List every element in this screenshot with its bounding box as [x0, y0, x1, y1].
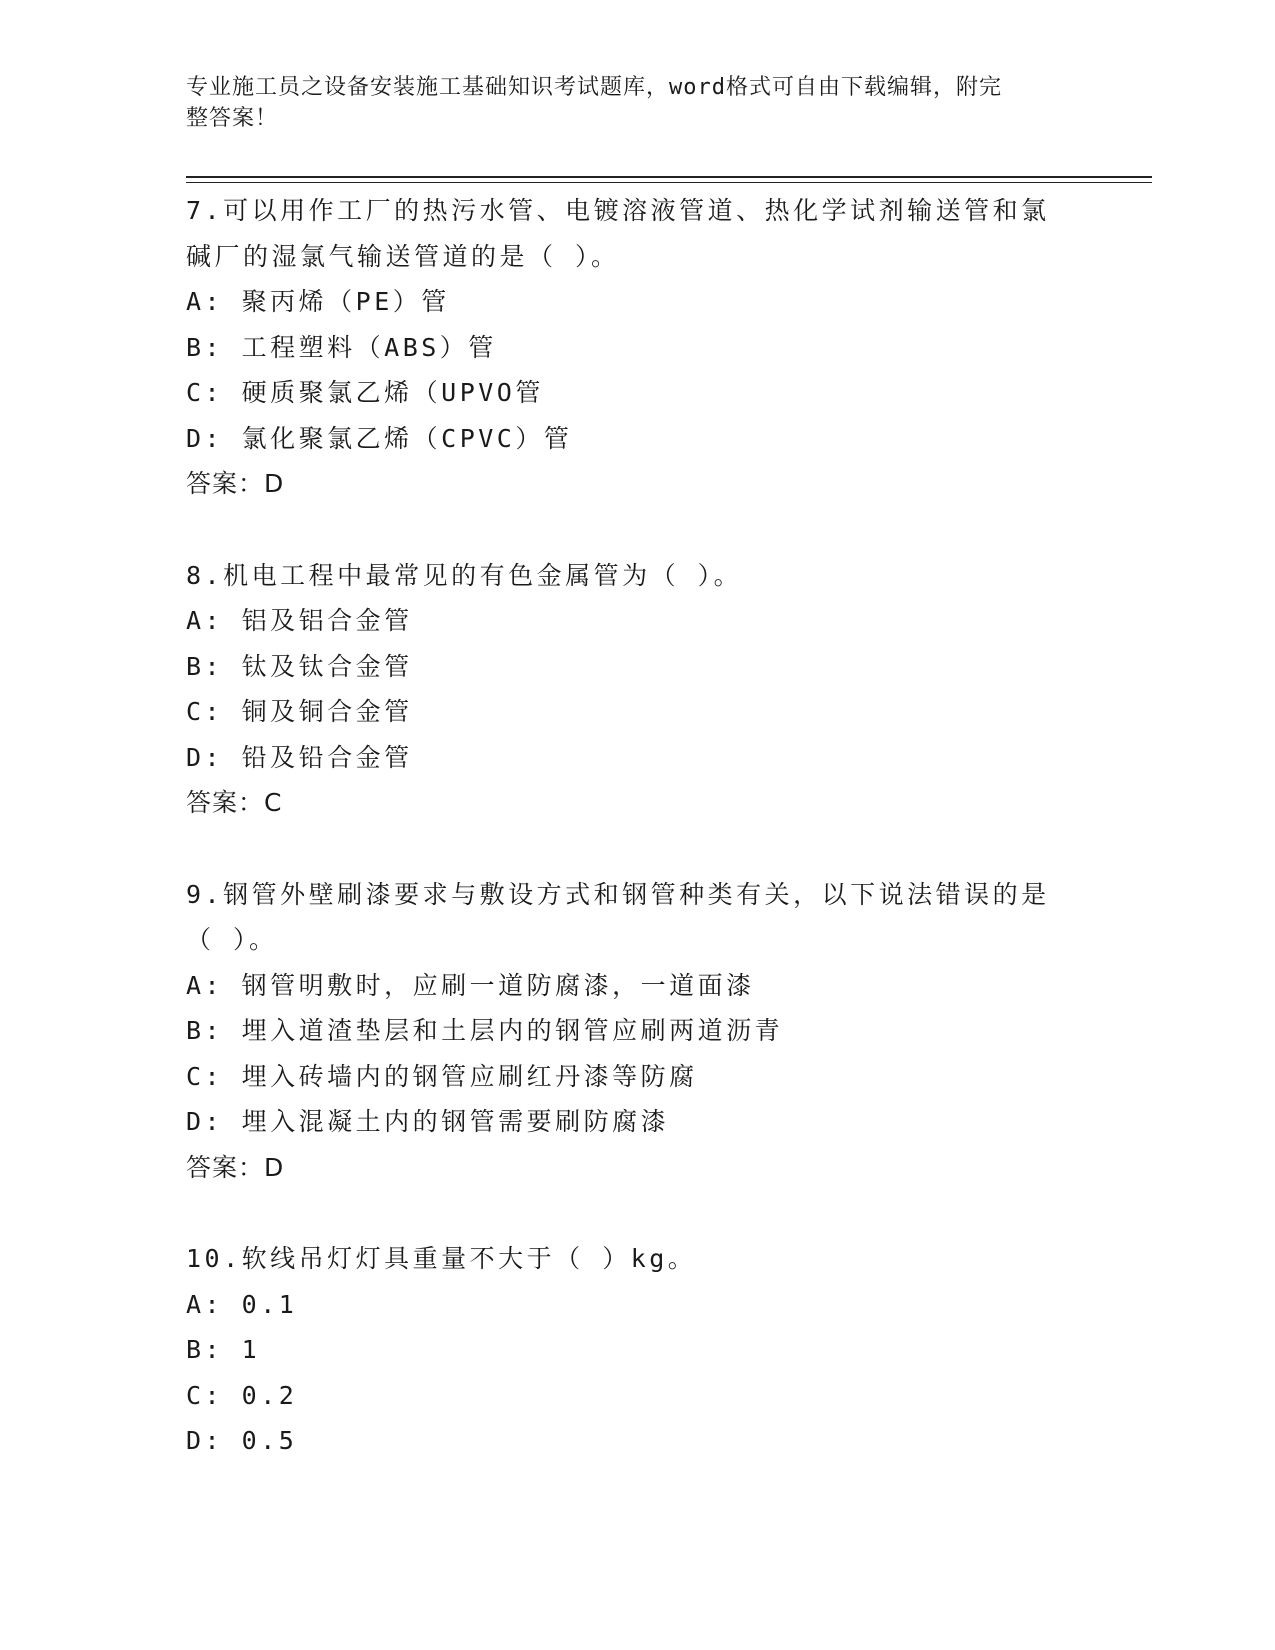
- option-d: D: 氯化聚氯乙烯（CPVC）管: [186, 423, 573, 453]
- option-a: A: 聚丙烯（PE）管: [186, 287, 450, 316]
- question-stem-line-1: 7.可以用作工厂的热污水管、电镀溶液管道、热化学试剂输送管和氯: [186, 196, 1050, 225]
- header-divider-thick: [186, 176, 1152, 178]
- question-spacer: [186, 826, 1086, 872]
- option-a: A: 0.1: [186, 1289, 298, 1319]
- answer-label: 答案：D: [186, 1152, 285, 1182]
- answer-label: 答案：D: [186, 469, 285, 498]
- option-b: B: 1: [186, 1335, 261, 1364]
- question-9: [186, 872, 1086, 1191]
- header-divider-thin: [186, 182, 1152, 183]
- header-line-2: 整答案！: [186, 106, 279, 131]
- option-a: A: 铝及铝合金管: [186, 606, 413, 635]
- question-spacer: [186, 507, 1086, 553]
- document-header: [186, 72, 1076, 134]
- option-d: D: 0.5: [186, 1426, 298, 1455]
- question-stem-line-1: 9.钢管外壁刷漆要求与敷设方式和钢管种类有关，以下说法错误的是: [186, 879, 1050, 909]
- question-10: [186, 1236, 1086, 1464]
- question-stem-line-1: 8.机电工程中最常见的有色金属管为（ ）。: [186, 560, 743, 590]
- option-c: C: 硬质聚氯乙烯（UPVO管: [186, 378, 544, 407]
- option-d: D: 埋入混凝土内的钢管需要刷防腐漆: [186, 1107, 670, 1136]
- option-c: C: 铜及铜合金管: [186, 697, 413, 726]
- question-stem-line-2: 碱厂的湿氯气输送管道的是（ ）。: [186, 241, 620, 271]
- question-spacer: [186, 1190, 1086, 1236]
- question-list: [186, 188, 1086, 1464]
- question-stem-line-2: （ ）。: [186, 925, 278, 954]
- option-a: A: 钢管明敷时，应刷一道防腐漆，一道面漆: [186, 970, 755, 1000]
- answer-label: 答案：C: [186, 788, 283, 817]
- question-7: [186, 188, 1086, 507]
- question-8: [186, 553, 1086, 826]
- option-c: C: 0.2: [186, 1380, 298, 1410]
- option-b: B: 钛及钛合金管: [186, 651, 413, 681]
- question-stem-line-1: 10.软线吊灯灯具重量不大于（ ）kg。: [186, 1244, 697, 1273]
- option-d: D: 铅及铅合金管: [186, 742, 413, 772]
- header-line-1: 专业施工员之设备安装施工基础知识考试题库，word格式可自由下载编辑，附完: [186, 75, 1002, 100]
- option-b: B: 工程塑料（ABS）管: [186, 332, 497, 362]
- option-b: B: 埋入道渣垫层和土层内的钢管应刷两道沥青: [186, 1016, 784, 1045]
- option-c: C: 埋入砖墙内的钢管应刷红丹漆等防腐: [186, 1061, 698, 1091]
